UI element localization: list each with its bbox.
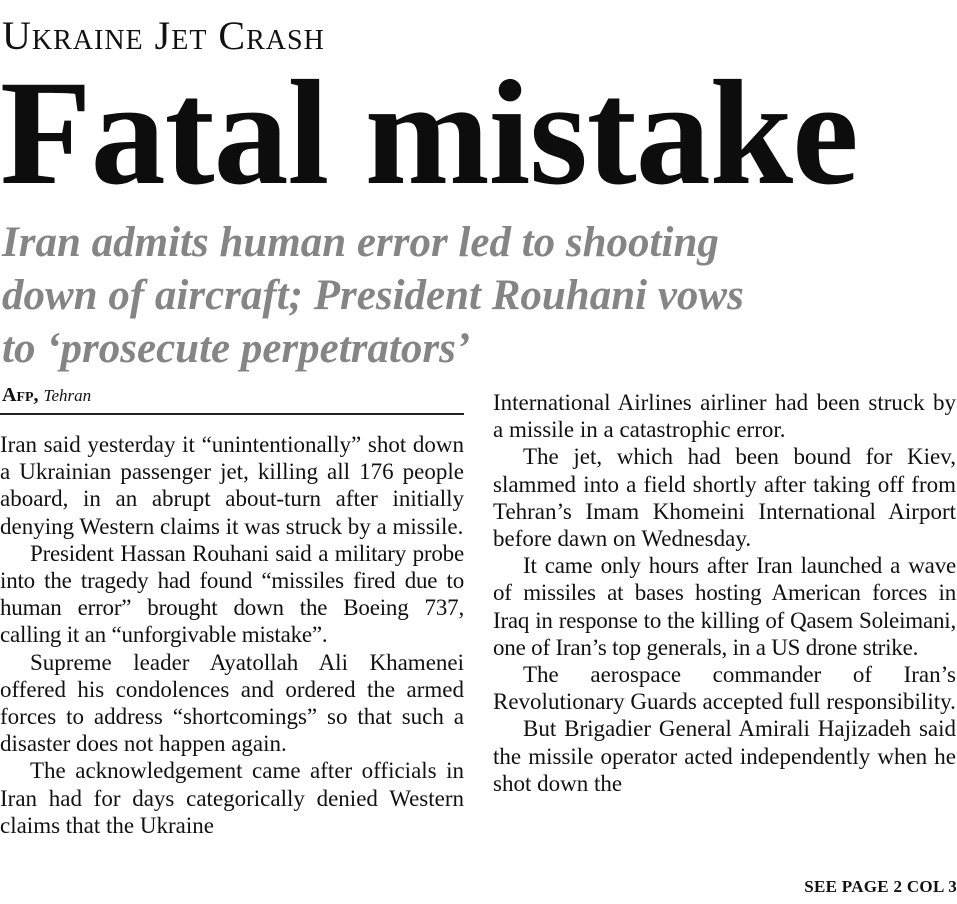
byline-agency: Afp, (2, 384, 39, 406)
byline (2, 382, 91, 409)
body-paragraph: The aerospace commander of Iran’s Revolutionary Guards accepted full responsibility. (493, 662, 956, 715)
subheadline-deck (2, 216, 952, 375)
body-paragraph: Supreme leader Ayatollah Ali Khamenei offered his condolences and ordered the armed forces to address “shortcomings” so that such a disaster does not happen again. (0, 649, 464, 757)
section-kicker: Ukraine Jet Crash (2, 13, 325, 58)
body-column-left (0, 431, 464, 839)
body-paragraph: Iran said yesterday it “unintentionally” shot down a Ukrainian passenger jet, killing all 176 people aboard, in an abrupt about-turn after initially denying Western claims it was struck by a missile. (0, 432, 464, 539)
byline-place: Tehran (43, 386, 92, 405)
body-paragraph: International Airlines airliner had been struck by a missile in a catastrophic error. (493, 390, 956, 443)
body-paragraph: The acknowledgement came after officials in Iran had for days categorically denied Western claims that the Ukraine (0, 758, 464, 838)
body-paragraph: But Brigadier General Amirali Hajizadeh said the missile operator acted independently when he shot down the (493, 716, 956, 796)
deck-line: down of aircraft; President Rouhani vows (2, 272, 744, 319)
continued-jump-line: SEE PAGE 2 COL 3 (804, 877, 957, 896)
byline-rule (0, 413, 464, 415)
body-paragraph: It came only hours after Iran launched a wave of missiles at bases hosting American forces in Iraq in response to the killing of Qasem Soleimani, one of Iran’s top generals, in a US drone strike. (493, 553, 956, 660)
body-paragraph: The jet, which had been bound for Kiev, slammed into a field shortly after taking off from Tehran’s Imam Khomeini International Airport before dawn on Wednesday. (493, 444, 956, 552)
body-column-right (493, 389, 956, 797)
headline: Fatal mistake (0, 50, 858, 216)
deck-line: to ‘prosecute perpetrators’ (2, 325, 471, 372)
deck-line: Iran admits human error led to shooting (2, 219, 719, 266)
body-paragraph: President Hassan Rouhani said a military probe into the tragedy had found “missiles fired due to human error” brought down the Boeing 737, calling it an “unforgivable mistake”. (0, 540, 464, 648)
